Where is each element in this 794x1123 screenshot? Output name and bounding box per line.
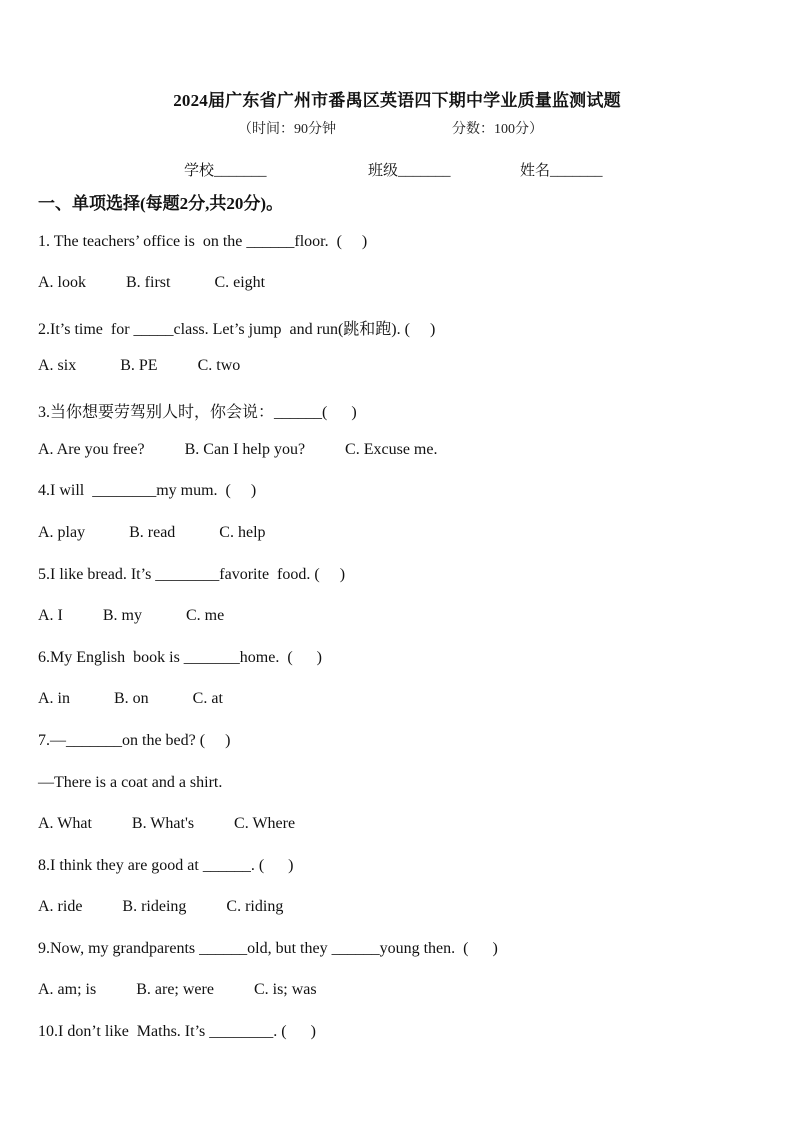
school-field: 学校_______ bbox=[184, 163, 267, 179]
question-5: 5.I like bread. It’s ________favorite food. ( ) bbox=[38, 566, 346, 583]
question-3: 3.当你想要劳驾别人时，你会说：______( ) bbox=[38, 404, 357, 421]
question-7: 7.—_______on the bed? ( ) bbox=[38, 732, 231, 749]
question-2: 2.It’s time for _____class. Let’s jump and run(跳和跑). ( ) bbox=[38, 321, 436, 338]
question-8: 8.I think they are good at ______. ( ) bbox=[38, 857, 294, 874]
options-8: A. ride B. rideing C. riding bbox=[38, 898, 284, 915]
name-field: 姓名_______ bbox=[520, 163, 603, 179]
options-5: A. I B. my C. me bbox=[38, 607, 225, 624]
options-9: A. am; is B. are; were C. is; was bbox=[38, 981, 317, 998]
section-heading: 一、单项选择(每题2分,共20分)。 bbox=[38, 194, 284, 213]
class-field: 班级_______ bbox=[368, 163, 451, 179]
options-2: A. six B. PE C. two bbox=[38, 357, 241, 374]
answer-line-7: —There is a coat and a shirt. bbox=[38, 774, 223, 791]
options-6: A. in B. on C. at bbox=[38, 690, 223, 707]
options-4: A. play B. read C. help bbox=[38, 524, 266, 541]
options-1: A. look B. first C. eight bbox=[38, 274, 266, 291]
options-7: A. What B. What's C. Where bbox=[38, 815, 296, 832]
question-10: 10.I don’t like Maths. It’s ________. ( ) bbox=[38, 1023, 316, 1040]
question-6: 6.My English book is _______home. ( ) bbox=[38, 649, 322, 666]
question-1: 1. The teachers’ office is on the ______floor. ( ) bbox=[38, 233, 368, 250]
exam-time: （时间：90分钟 bbox=[238, 122, 336, 137]
question-9: 9.Now, my grandparents ______old, but they ______young then. ( ) bbox=[38, 940, 498, 957]
page-title: 2024届广东省广州市番禺区英语四下期中学业质量监测试题 bbox=[173, 91, 621, 110]
options-3: A. Are you free? B. Can I help you? C. Excuse me. bbox=[38, 441, 438, 458]
question-4: 4.I will ________my mum. ( ) bbox=[38, 482, 257, 499]
exam-score: 分数：100分） bbox=[452, 122, 543, 137]
